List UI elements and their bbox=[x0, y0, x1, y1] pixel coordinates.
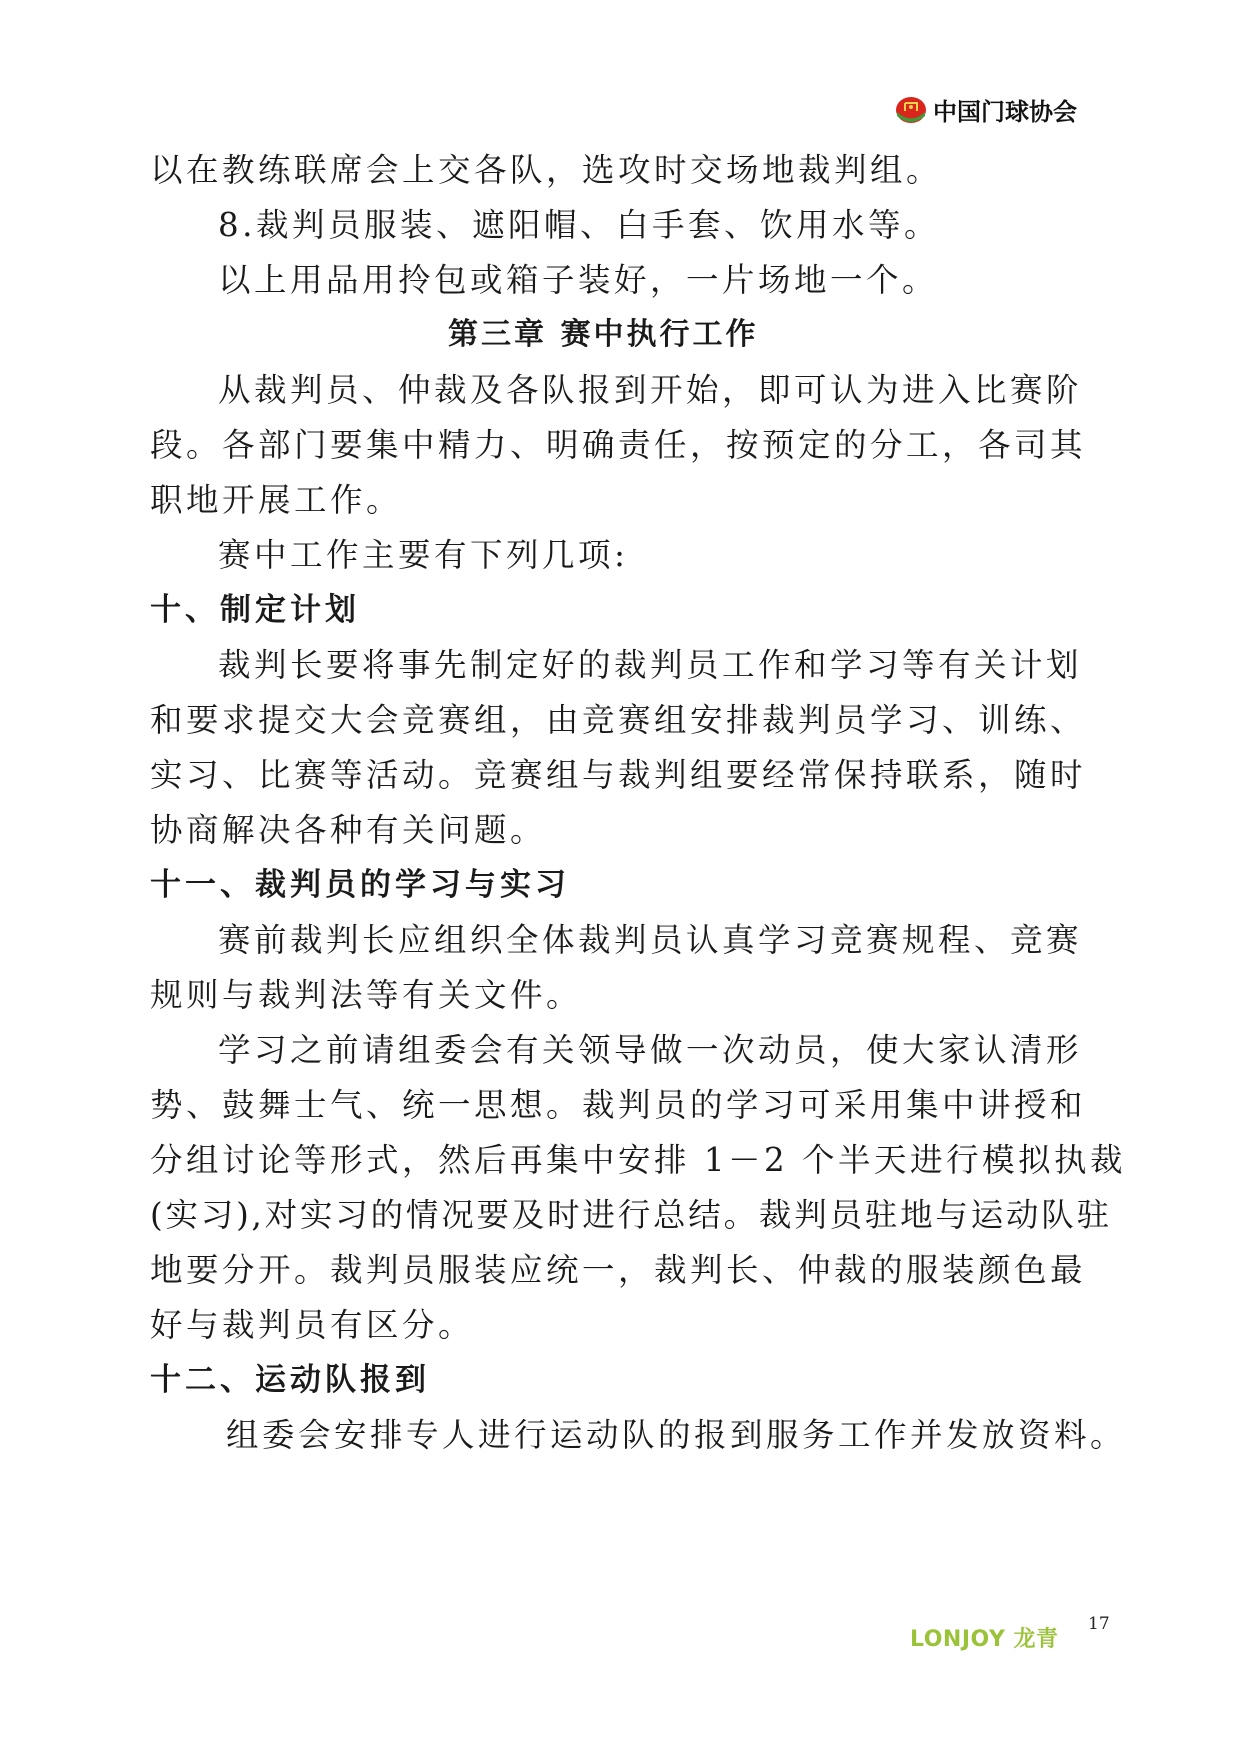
body-line: 段。各部门要集中精力、明确责任，按预定的分工，各司其 bbox=[150, 426, 1087, 464]
body-line: 和要求提交大会竞赛组，由竞赛组安排裁判员学习、训练、 bbox=[150, 701, 1087, 739]
page-number: 17 bbox=[1088, 1614, 1110, 1634]
body-line: 规则与裁判法等有关文件。 bbox=[150, 976, 583, 1014]
body-line: 学习之前请组委会有关领导做一次动员，使大家认清形 bbox=[218, 1031, 1083, 1069]
body-line: 势、鼓舞士气、统一思想。裁判员的学习可采用集中讲授和 bbox=[150, 1086, 1087, 1124]
body-line: 裁判长要将事先制定好的裁判员工作和学习等有关计划 bbox=[218, 646, 1083, 684]
chapter-title: 第三章 赛中执行工作 bbox=[448, 317, 759, 352]
body-line: 以上用品用拎包或箱子装好，一片场地一个。 bbox=[218, 261, 939, 299]
body-line: 职地开展工作。 bbox=[150, 481, 403, 519]
section-heading: 十一、裁判员的学习与实习 bbox=[150, 867, 570, 903]
body-line: 赛中工作主要有下列几项: bbox=[218, 536, 629, 574]
section-heading: 十、制定计划 bbox=[150, 592, 360, 628]
footer-brand-logo: LONJOY 龙青 bbox=[910, 1627, 1059, 1652]
body-line: (实习),对实习的情况要及时进行总结。裁判员驻地与运动队驻 bbox=[150, 1196, 1112, 1234]
body-line: 地要分开。裁判员服装应统一，裁判长、仲裁的服装颜色最 bbox=[150, 1251, 1087, 1289]
body-line: 以在教练联席会上交各队，选攻时交场地裁判组。 bbox=[150, 151, 943, 189]
list-item: 8.裁判员服装、遮阳帽、白手套、饮用水等。 bbox=[218, 206, 941, 244]
body-line: 赛前裁判长应组织全体裁判员认真学习竞赛规程、竞赛 bbox=[218, 921, 1083, 959]
body-line: 分组讨论等形式，然后再集中安排 1－2 个半天进行模拟执裁 bbox=[150, 1141, 1127, 1179]
body-line: 从裁判员、仲裁及各队报到开始，即可认为进入比赛阶 bbox=[218, 371, 1083, 409]
body-line: 实习、比赛等活动。竞赛组与裁判组要经常保持联系，随时 bbox=[150, 756, 1087, 794]
body-line: 组委会安排专人进行运动队的报到服务工作并发放资料。 bbox=[226, 1416, 1127, 1454]
org-name: 中国门球协会 bbox=[933, 97, 1077, 126]
body-line: 协商解决各种有关问题。 bbox=[150, 811, 547, 849]
section-heading: 十二、运动队报到 bbox=[150, 1362, 430, 1398]
body-line: 好与裁判员有区分。 bbox=[150, 1306, 475, 1344]
